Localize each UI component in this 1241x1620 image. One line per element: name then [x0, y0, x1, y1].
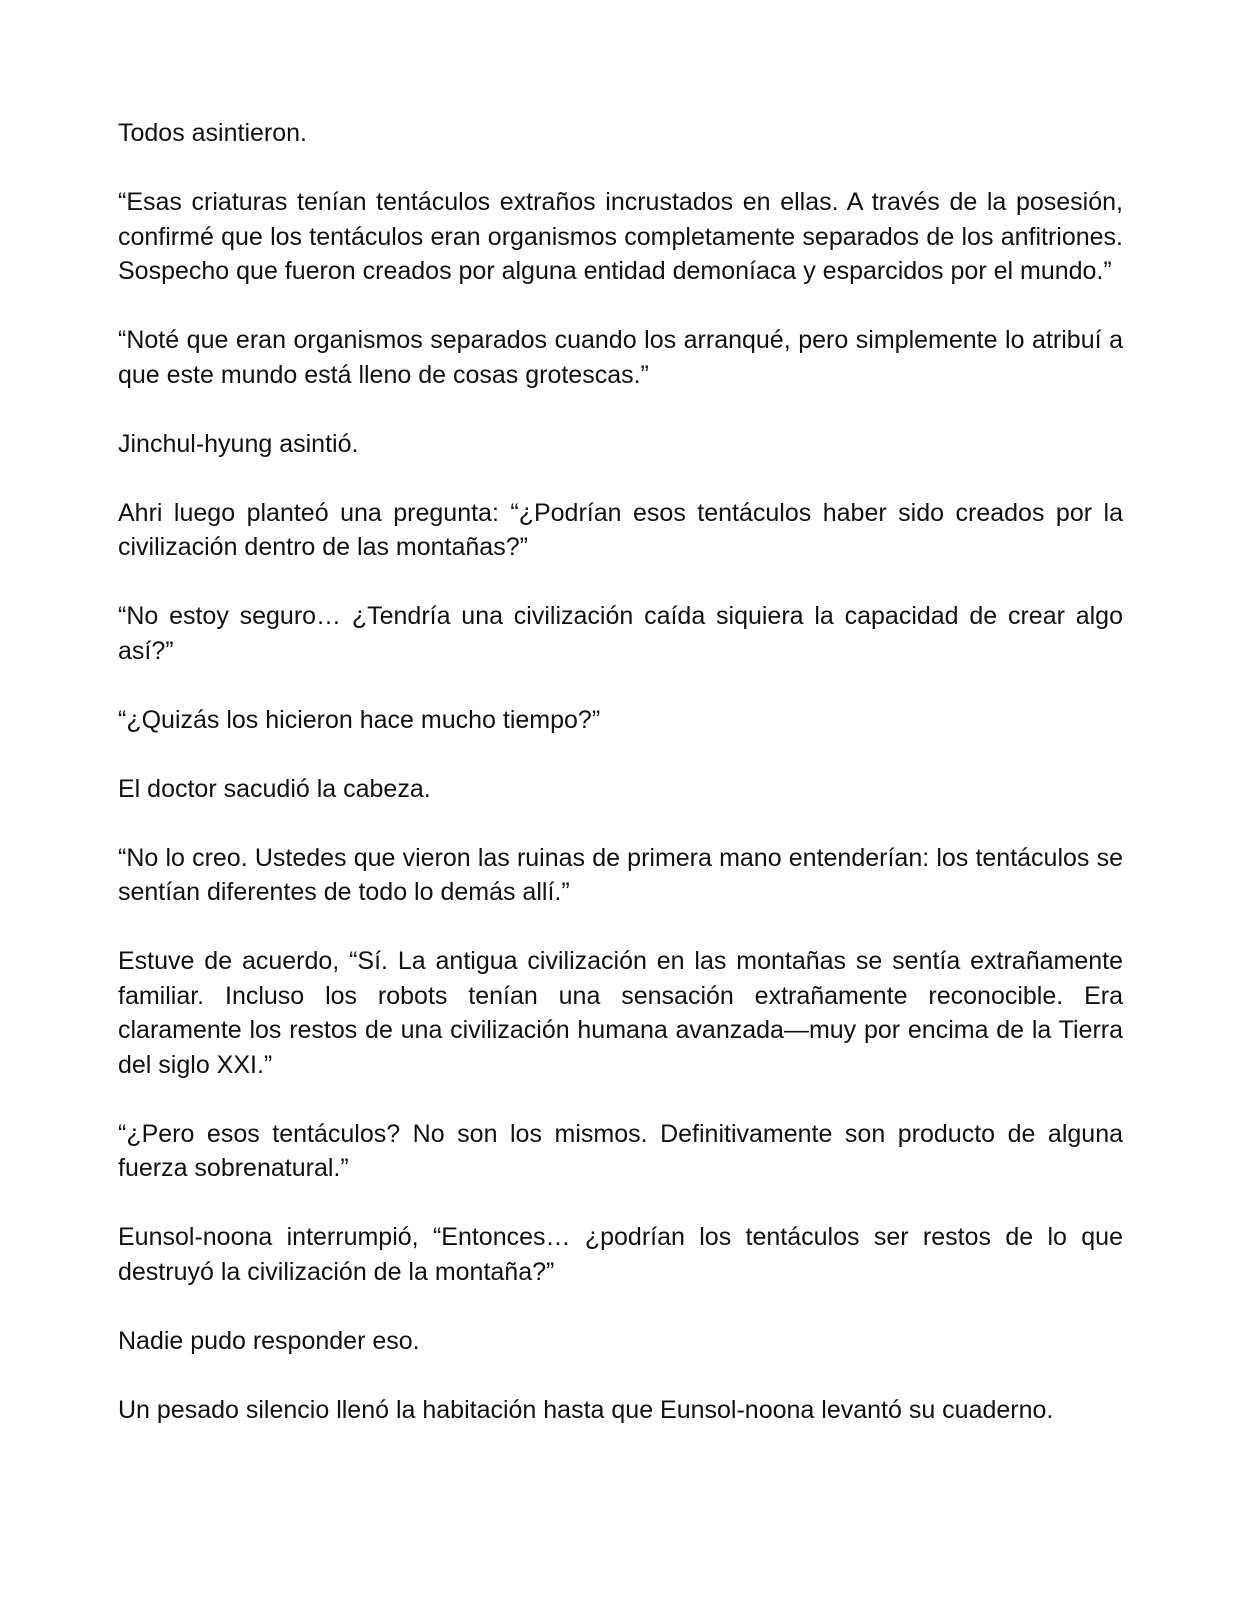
paragraph: Estuve de acuerdo, “Sí. La antigua civilización en las montañas se sentía extrañamente familiar. Incluso los robots tenían una sensación extrañamente reconocible. Era claramente los restos de una civilización humana avanzada—muy por encima de la Tierra del siglo XXI.”	[118, 947, 1123, 1079]
paragraph: Jinchul-hyung asintió.	[118, 429, 359, 458]
paragraph: El doctor sacudió la cabeza.	[118, 774, 431, 803]
paragraph: “¿Pero esos tentáculos? No son los mismos. Definitivamente son producto de alguna fuerza sobrenatural.”	[118, 1119, 1123, 1182]
paragraph: “Noté que eran organismos separados cuando los arranqué, pero simplemente lo atribuí a que este mundo está lleno de cosas grotescas.”	[118, 326, 1123, 389]
document-body	[118, 116, 1123, 1427]
paragraph: “¿Quizás los hicieron hace mucho tiempo?”	[118, 705, 601, 734]
paragraph: Ahri luego planteó una pregunta: “¿Podrían esos tentáculos haber sido creados por la civilización dentro de las montañas?”	[118, 498, 1123, 561]
paragraph: “Esas criaturas tenían tentáculos extraños incrustados en ellas. A través de la posesión, confirmé que los tentáculos eran organismos completamente separados de los anfitriones. Sospecho que fueron creados por alguna entidad demoníaca y esparcidos por el mundo.”	[118, 188, 1123, 285]
paragraph: Todos asintieron.	[118, 119, 308, 147]
paragraph: “No lo creo. Ustedes que vieron las ruinas de primera mano entenderían: los tentáculos se sentían diferentes de todo lo demás allí.”	[118, 843, 1123, 906]
paragraph: Eunsol-noona interrumpió, “Entonces… ¿podrían los tentáculos ser restos de lo que destruyó la civilización de la montaña?”	[118, 1223, 1123, 1286]
paragraph: Nadie pudo responder eso.	[118, 1326, 420, 1355]
paragraph: Un pesado silencio llenó la habitación hasta que Eunsol-noona levantó su cuaderno.	[118, 1395, 1054, 1424]
paragraph: “No estoy seguro… ¿Tendría una civilización caída siquiera la capacidad de crear algo así?”	[118, 602, 1123, 665]
